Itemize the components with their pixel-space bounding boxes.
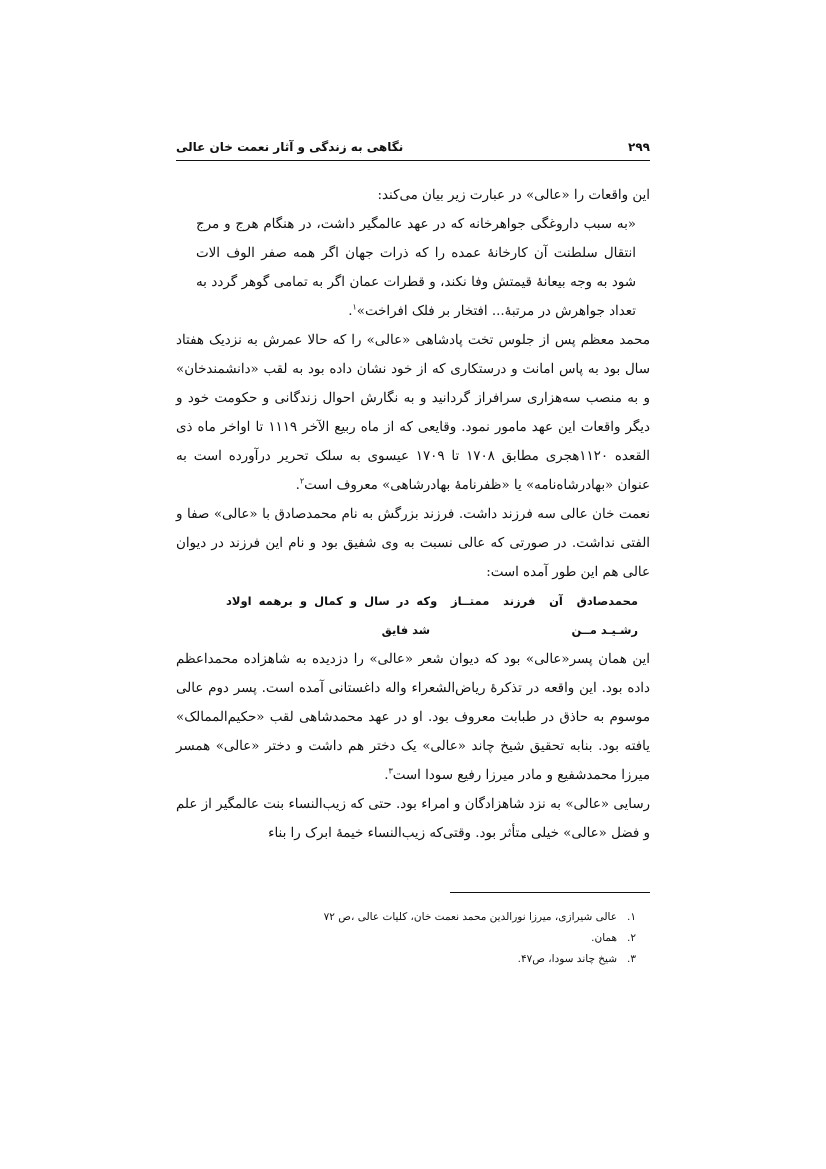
footnote-ref-3: ۳ bbox=[388, 766, 393, 776]
quotation: «به سبب داروغگی جواهرخانه که در عهد عالمگیر داشت، در هنگام هرج و مرج انتقال سلطنت آن کارخانهٔ عمده را که ذرات جهان اگر همه صفر الوف الات شود به وجه بیعانهٔ قیمتش وفا نکند، و قطرات عمان اگر به تمامی گوهر گردد به تعداد جواهرش در مرتبهٔ... افتخار بر فلک افراخت»$^۱$. bbox=[196, 217, 636, 319]
page-number: ۲۹۹ bbox=[628, 140, 650, 154]
verse-couplet bbox=[176, 587, 650, 645]
paragraph-3: این همان پسر«عالی» بود که دیوان شعر «عالی» را دزدیده به شاهزاده محمداعظم داده بود. این واقعه در تذکرهٔ ریاض‌الشعراء واله داغستانی آمده است. پسر دوم عالی موسوم به حاذق در طبابت معروف بود. او در عهد محمدشاهی لقب «حکیم‌الممالک» یافته بود. بنابه تحقیق شیخ چاند «عالی» یک دختر هم داشت و دختر «عالی» همسر میرزا محمدشفیع و مادر میرزا رفیع سودا است$^۳$. bbox=[176, 652, 650, 783]
intro-line: این واقعات را «عالی» در عبارت زیر بیان می‌کند: bbox=[377, 188, 650, 203]
paragraph-3-text: این همان پسر«عالی» بود که دیوان شعر «عالی» را دزدیده به شاهزاده محمداعظم داده بود. این واقعه در تذکرهٔ ریاض‌الشعراء واله داغستانی آمده است. پسر دوم عالی موسوم به حاذق در طبابت معروف بود. او در عهد محمدشاهی لقب «حکیم‌الممالک» یافته بود. بنابه تحقیق شیخ چاند «عالی» یک دختر هم داشت و دختر «عالی» همسر میرزا محمدشفیع و مادر میرزا رفیع سودا است bbox=[176, 652, 650, 783]
footnote-ref-2: ۲ bbox=[299, 476, 305, 486]
footnote-number: ۲. bbox=[627, 932, 636, 944]
verse-second-hemistich: که در سال و کمال و برهمه اولاد شد فایق bbox=[226, 594, 431, 637]
footnote-text: عالی شیرازی، میرزا نورالدین محمد نعمت خان، کلیات عالی ،ص ۷۲ bbox=[323, 911, 618, 923]
paragraph-1: محمد معظم پس از جلوس تخت پادشاهی «عالی» را که حالا عمرش به نزدیک هفتاد سال بود به پاس امانت و درستکاری که از خود نشان داده بود به لقب «دانشمندخان» و به منصب سه‌هزاری سرافراز گردانید و به نگارش احوال زندگانی و حکومت خود و دیگر واقعات این عهد مامور نمود. وقایعی که از ماه ربیع الآخر ۱۱۱۹ تا اواخر ماه ذی القعده ۱۱۲۰هجری مطابق ۱۷۰۸ تا ۱۷۰۹ عیسوی به سلک تحریر درآورده است به عنوان «بهادرشاه‌نامه» یا «ظفرنامهٔ بهادرشاهی» معروف است$^۲$. bbox=[176, 333, 650, 493]
document-page bbox=[176, 140, 650, 970]
footnotes bbox=[176, 907, 650, 970]
footnote-item bbox=[176, 949, 636, 970]
footnote-number: ۳. bbox=[627, 953, 636, 965]
footnote-text: همان. bbox=[591, 932, 618, 944]
paragraph-1-text: محمد معظم پس از جلوس تخت پادشاهی «عالی» را که حالا عمرش به نزدیک هفتاد سال بود به پاس امانت و درستکاری که از خود نشان داده بود به لقب «دانشمندخان» و به منصب سه‌هزاری سرافراز گردانید و به نگارش احوال زندگانی و حکومت خود و دیگر واقعات این عهد مامور نمود. وقایعی که از ماه ربیع الآخر ۱۱۱۹ تا اواخر ماه ذی القعده ۱۱۲۰هجری مطابق ۱۷۰۸ تا ۱۷۰۹ عیسوی به سلک تحریر درآورده است به عنوان «بهادرشاه‌نامه» یا «ظفرنامهٔ بهادرشاهی» معروف است bbox=[176, 333, 650, 493]
footnote-item bbox=[176, 907, 636, 928]
paragraph-4: رسایی «عالی» به نزد شاهزادگان و امراء بود. حتی که زیب‌النساء بنت عالمگیر از علم و فضل «عالی» خیلی متأثر بود. وقتی‌که زیب‌النساء خیمهٔ ابرک را بناء bbox=[176, 797, 650, 841]
footnote-text: شیخ چاند سودا، ص۴۷. bbox=[517, 953, 618, 965]
footnote-divider bbox=[450, 892, 650, 893]
footnote-item bbox=[176, 928, 636, 949]
body-text bbox=[176, 181, 650, 848]
quotation-text: «به سبب داروغگی جواهرخانه که در عهد عالمگیر داشت، در هنگام هرج و مرج انتقال سلطنت آن کارخانهٔ عمده را که ذرات جهان اگر همه صفر الوف الات شود به وجه بیعانهٔ قیمتش وفا نکند، و قطرات عمان اگر به تمامی گوهر گردد به تعداد جواهرش در مرتبهٔ... افتخار بر فلک افراخت» bbox=[196, 217, 636, 319]
footnote-ref-1: ۱ bbox=[352, 302, 357, 312]
running-header bbox=[176, 140, 650, 161]
paragraph-2: نعمت خان عالی سه فرزند داشت. فرزند بزرگش به نام محمدصادق با «عالی» صفا و الفتی نداشت. در صورتی که عالی نسبت به وی شفیق بود و نام این فرزند در دیوان عالی هم این طور آمده است: bbox=[176, 507, 650, 580]
verse-first-hemistich: محمدصادق آن فرزند ممتــاز و رشـیـد مــن bbox=[430, 594, 638, 637]
running-title: نگاهی به زندگی و آثار نعمت خان عالی bbox=[176, 140, 404, 154]
footnote-number: ۱. bbox=[627, 911, 636, 923]
